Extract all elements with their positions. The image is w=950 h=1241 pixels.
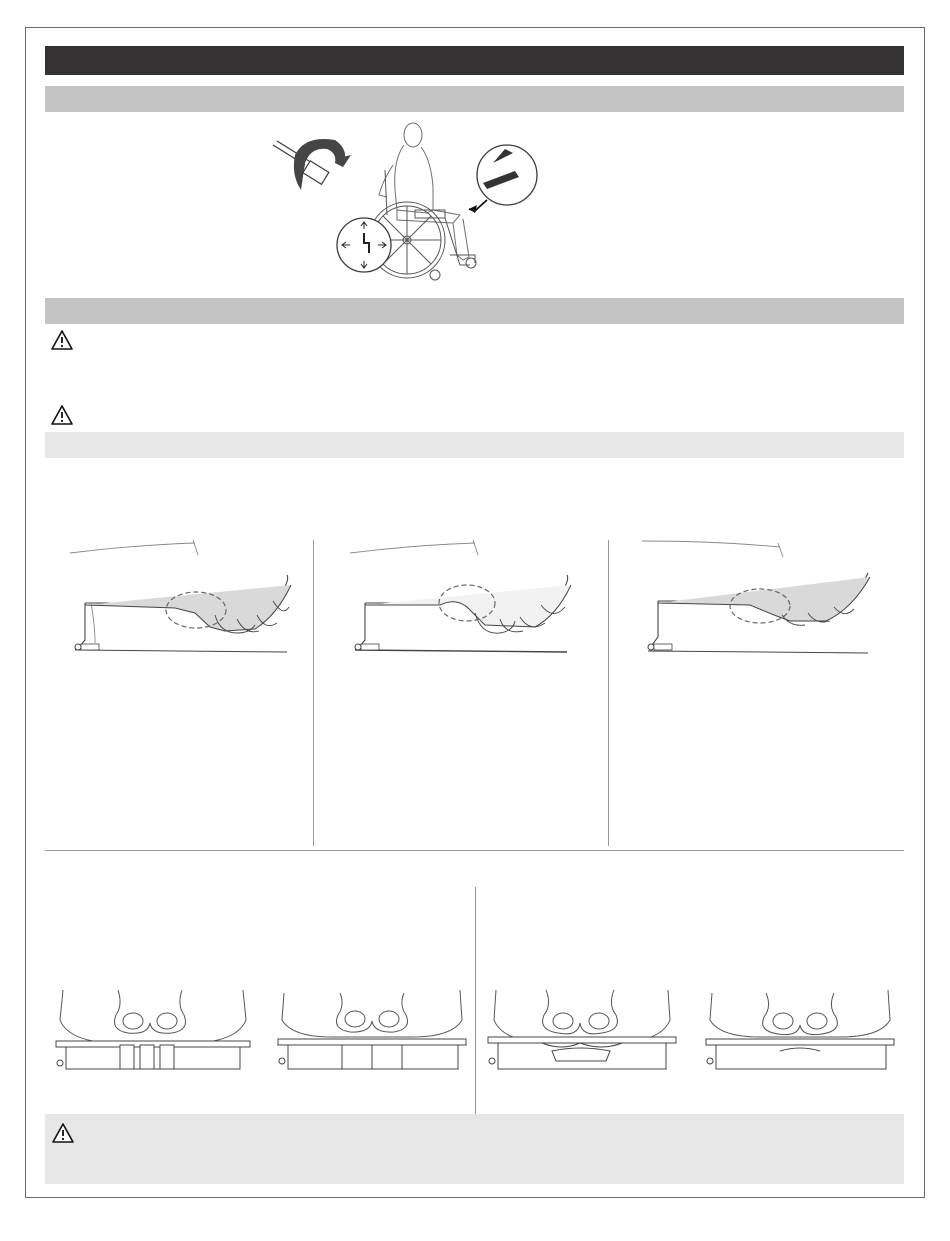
side-view-diagram-1 xyxy=(65,535,295,660)
warning-triangle-icon xyxy=(51,405,73,425)
section-bar-adjust xyxy=(45,86,904,112)
person-figure xyxy=(379,123,469,260)
warning-box-bottom xyxy=(45,1114,904,1184)
warning-triangle-icon xyxy=(52,1123,74,1143)
side-view-diagram-3 xyxy=(640,535,875,660)
wheelchair-illustration xyxy=(265,115,545,290)
rear-view-diagram-3 xyxy=(482,985,682,1075)
section-bar-position xyxy=(45,298,904,324)
subsection-bar-check xyxy=(45,432,904,458)
valve-icon xyxy=(469,145,537,213)
column-divider-3 xyxy=(475,887,476,1114)
valve-twist-inset xyxy=(273,139,351,190)
cross-arrows-icon xyxy=(337,218,391,272)
rear-view-diagram-2 xyxy=(272,985,472,1075)
page-title-bar xyxy=(45,46,904,75)
wheelchair xyxy=(369,170,476,280)
column-divider-1 xyxy=(313,540,314,846)
column-divider-2 xyxy=(608,540,609,846)
rear-view-diagram-1 xyxy=(48,985,258,1075)
rear-view-diagram-4 xyxy=(700,985,900,1075)
warning-triangle-icon xyxy=(51,330,73,350)
side-view-diagram-2 xyxy=(345,535,575,660)
horizontal-divider xyxy=(45,850,904,851)
